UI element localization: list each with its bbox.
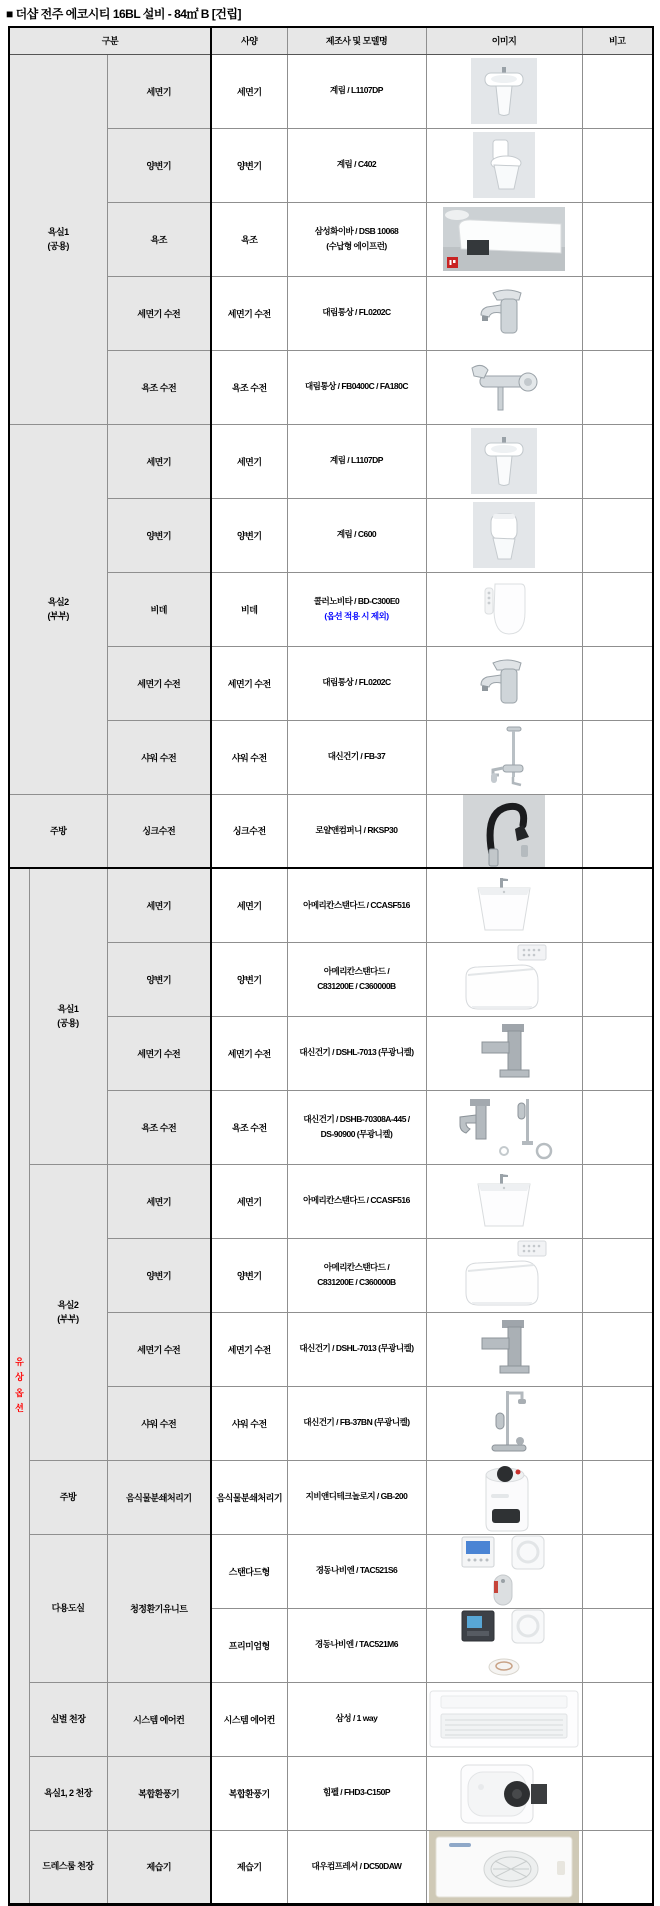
option-band-cell: 유 상 옵 션 bbox=[9, 868, 29, 1904]
model-cell: 지비앤디테크놀로지 / GB-200 bbox=[287, 1460, 426, 1534]
dehumidifier-image bbox=[427, 1831, 582, 1903]
remark-cell bbox=[582, 1534, 653, 1608]
item-cell: 세면기 bbox=[107, 868, 211, 942]
remark-cell bbox=[582, 498, 653, 572]
spec-cell: 양변기 bbox=[211, 498, 287, 572]
model-cell: 계림 / C600 bbox=[287, 498, 426, 572]
bath-faucet-set-image bbox=[427, 1093, 582, 1161]
item-cell: 싱크수전 bbox=[107, 794, 211, 868]
spec-cell: 욕조 수전 bbox=[211, 1090, 287, 1164]
model-cell: 아메리칸스탠다드 / C831200E / C360000B bbox=[287, 1238, 426, 1312]
shower-stand-image bbox=[427, 1387, 582, 1459]
remark-cell bbox=[582, 868, 653, 942]
spec-cell: 세면기 bbox=[211, 54, 287, 128]
remark-cell bbox=[582, 720, 653, 794]
spec-cell: 세면기 수전 bbox=[211, 276, 287, 350]
item-cell: 음식물분쇄처리기 bbox=[107, 1460, 211, 1534]
remark-cell bbox=[582, 646, 653, 720]
table-row bbox=[9, 54, 653, 128]
remark-cell bbox=[582, 276, 653, 350]
image-cell bbox=[426, 1830, 582, 1904]
model-cell: 아메리칸스탠다드 / CCASF516 bbox=[287, 1164, 426, 1238]
table-row bbox=[9, 1460, 653, 1534]
table-row bbox=[9, 1534, 653, 1608]
remark-cell bbox=[582, 202, 653, 276]
model-cell: 경동나비엔 / TAC521S6 bbox=[287, 1534, 426, 1608]
model-cell: 대신건기 / FB-37 bbox=[287, 720, 426, 794]
remark-cell bbox=[582, 1830, 653, 1904]
header-spec: 사양 bbox=[211, 27, 287, 54]
location-cell: 다용도실 bbox=[29, 1534, 107, 1682]
spec-cell: 세면기 bbox=[211, 868, 287, 942]
model-cell: 아메리칸스탠다드 / C831200E / C360000B bbox=[287, 942, 426, 1016]
model-cell: 대림통상 / FL0202C bbox=[287, 646, 426, 720]
remark-cell bbox=[582, 1238, 653, 1312]
header-remark: 비고 bbox=[582, 27, 653, 54]
location-cell: 욕실1, 2 천장 bbox=[29, 1756, 107, 1830]
item-cell: 세면기 bbox=[107, 54, 211, 128]
model-cell: 계림 / C402 bbox=[287, 128, 426, 202]
remark-cell bbox=[582, 128, 653, 202]
table-row bbox=[9, 1164, 653, 1238]
item-cell: 샤워 수전 bbox=[107, 720, 211, 794]
spec-cell: 샤워 수전 bbox=[211, 720, 287, 794]
image-cell bbox=[426, 868, 582, 942]
spec-cell: 제습기 bbox=[211, 1830, 287, 1904]
model-cell: 계림 / L1107DP bbox=[287, 424, 426, 498]
image-cell bbox=[426, 572, 582, 646]
vent-unit-premium-image bbox=[427, 1609, 582, 1681]
spec-cell: 세면기 bbox=[211, 424, 287, 498]
remark-cell bbox=[582, 1312, 653, 1386]
table-row bbox=[9, 424, 653, 498]
onepiece-toilet-image bbox=[427, 132, 582, 198]
model-cell: 힘펠 / FHD3-C150P bbox=[287, 1756, 426, 1830]
table-row bbox=[9, 868, 653, 942]
image-cell bbox=[426, 1016, 582, 1090]
image-cell bbox=[426, 1164, 582, 1238]
item-cell: 양변기 bbox=[107, 128, 211, 202]
location-cell: 주방 bbox=[9, 794, 107, 868]
image-cell bbox=[426, 128, 582, 202]
remark-cell bbox=[582, 1682, 653, 1756]
spec-cell: 비데 bbox=[211, 572, 287, 646]
remark-cell bbox=[582, 1164, 653, 1238]
header-category: 구분 bbox=[9, 27, 211, 54]
item-cell: 제습기 bbox=[107, 1830, 211, 1904]
table-row bbox=[9, 1682, 653, 1756]
vent-unit-standard-image bbox=[427, 1535, 582, 1607]
spec-cell: 세면기 수전 bbox=[211, 1312, 287, 1386]
remark-cell bbox=[582, 1460, 653, 1534]
table-row bbox=[9, 794, 653, 868]
item-cell: 시스템 에어컨 bbox=[107, 1682, 211, 1756]
image-cell bbox=[426, 1460, 582, 1534]
model-cell: 대신건기 / DSHL-7013 (무광니켈) bbox=[287, 1016, 426, 1090]
item-cell: 욕조 수전 bbox=[107, 1090, 211, 1164]
image-cell bbox=[426, 1608, 582, 1682]
table-row bbox=[9, 1756, 653, 1830]
item-cell: 청정환기유니트 bbox=[107, 1534, 211, 1682]
remark-cell bbox=[582, 1608, 653, 1682]
model-cell: 계림 / L1107DP bbox=[287, 54, 426, 128]
model-cell: 아메리칸스탠다드 / CCASF516 bbox=[287, 868, 426, 942]
spec-cell: 시스템 에어컨 bbox=[211, 1682, 287, 1756]
spec-table-header bbox=[9, 27, 653, 54]
spec-cell: 음식물분쇄처리기 bbox=[211, 1460, 287, 1534]
spec-cell: 샤워 수전 bbox=[211, 1386, 287, 1460]
item-cell: 세면기 bbox=[107, 1164, 211, 1238]
model-cell: 경동나비엔 / TAC521M6 bbox=[287, 1608, 426, 1682]
model-cell: 대신건기 / DSHL-7013 (무광니켈) bbox=[287, 1312, 426, 1386]
location-cell: 욕실2 (부부) bbox=[29, 1164, 107, 1460]
item-cell: 세면기 수전 bbox=[107, 1312, 211, 1386]
model-cell: 로얄앤컴퍼니 / RKSP30 bbox=[287, 794, 426, 868]
spec-cell: 스탠다드형 bbox=[211, 1534, 287, 1608]
food-waste-disposer-image bbox=[427, 1461, 582, 1533]
spec-cell: 양변기 bbox=[211, 942, 287, 1016]
spec-cell: 세면기 수전 bbox=[211, 646, 287, 720]
image-cell bbox=[426, 1682, 582, 1756]
spec-cell: 세면기 bbox=[211, 1164, 287, 1238]
ceiling-aircon-image bbox=[427, 1690, 582, 1748]
item-cell: 세면기 수전 bbox=[107, 646, 211, 720]
spec-cell: 욕조 bbox=[211, 202, 287, 276]
header-model: 제조사 및 모델명 bbox=[287, 27, 426, 54]
image-cell bbox=[426, 1312, 582, 1386]
image-cell bbox=[426, 794, 582, 868]
bidet-image bbox=[427, 578, 582, 640]
pedestal-sink-image bbox=[427, 58, 582, 124]
smart-toilet-image bbox=[427, 943, 582, 1015]
model-cell: 대우컴프레셔 / DC50DAW bbox=[287, 1830, 426, 1904]
basin-faucet-image bbox=[427, 281, 582, 345]
location-cell: 주방 bbox=[29, 1460, 107, 1534]
square-sink-image bbox=[427, 1168, 582, 1234]
model-cell: 대림통상 / FB0400C / FA180C bbox=[287, 350, 426, 424]
item-cell: 욕조 bbox=[107, 202, 211, 276]
image-cell bbox=[426, 498, 582, 572]
remark-cell bbox=[582, 794, 653, 868]
table-row bbox=[9, 1830, 653, 1904]
model-cell: 삼성화이바 / DSB 10068 (수납형 에이프런) bbox=[287, 202, 426, 276]
item-cell: 양변기 bbox=[107, 1238, 211, 1312]
remark-cell bbox=[582, 1016, 653, 1090]
item-cell: 비데 bbox=[107, 572, 211, 646]
remark-cell bbox=[582, 1386, 653, 1460]
spec-cell: 세면기 수전 bbox=[211, 1016, 287, 1090]
image-cell bbox=[426, 1090, 582, 1164]
image-cell bbox=[426, 202, 582, 276]
image-cell bbox=[426, 1238, 582, 1312]
header-image: 이미지 bbox=[426, 27, 582, 54]
spec-cell: 양변기 bbox=[211, 128, 287, 202]
model-cell: 삼성 / 1 way bbox=[287, 1682, 426, 1756]
pedestal-sink-image bbox=[427, 428, 582, 494]
spec-cell: 복합환풍기 bbox=[211, 1756, 287, 1830]
remark-cell bbox=[582, 572, 653, 646]
remark-cell bbox=[582, 942, 653, 1016]
combo-vent-fan-image bbox=[427, 1757, 582, 1829]
spec-cell: 양변기 bbox=[211, 1238, 287, 1312]
image-cell bbox=[426, 1756, 582, 1830]
item-cell: 샤워 수전 bbox=[107, 1386, 211, 1460]
image-cell bbox=[426, 350, 582, 424]
location-cell: 욕실2 (부부) bbox=[9, 424, 107, 794]
item-cell: 세면기 수전 bbox=[107, 1016, 211, 1090]
item-cell: 양변기 bbox=[107, 498, 211, 572]
image-cell bbox=[426, 646, 582, 720]
remark-cell bbox=[582, 1090, 653, 1164]
location-cell: 욕실1 (공용) bbox=[29, 868, 107, 1164]
image-cell bbox=[426, 942, 582, 1016]
image-cell bbox=[426, 720, 582, 794]
location-cell: 욕실1 (공용) bbox=[9, 54, 107, 424]
spec-table-body bbox=[9, 54, 653, 1904]
item-cell: 양변기 bbox=[107, 942, 211, 1016]
square-sink-image bbox=[427, 872, 582, 938]
spec-table bbox=[8, 26, 654, 1906]
kitchen-faucet-image bbox=[427, 795, 582, 867]
item-cell: 욕조 수전 bbox=[107, 350, 211, 424]
remark-cell bbox=[582, 350, 653, 424]
square-faucet-image bbox=[427, 1020, 582, 1086]
image-cell bbox=[426, 424, 582, 498]
item-cell: 복합환풍기 bbox=[107, 1756, 211, 1830]
square-faucet-image bbox=[427, 1316, 582, 1382]
spec-cell: 욕조 수전 bbox=[211, 350, 287, 424]
remark-cell bbox=[582, 54, 653, 128]
item-cell: 세면기 수전 bbox=[107, 276, 211, 350]
model-cell: 대신건기 / DSHB-70308A-445 / DS-90900 (무광니켈) bbox=[287, 1090, 426, 1164]
model-cell: 대림통상 / FL0202C bbox=[287, 276, 426, 350]
image-cell bbox=[426, 1534, 582, 1608]
image-cell bbox=[426, 54, 582, 128]
page-title: ■ 더샵 전주 에코시티 16BL 설비 - 84㎡ B [건립] bbox=[6, 7, 241, 21]
remark-cell bbox=[582, 424, 653, 498]
model-cell: 대신건기 / FB-37BN (무광니켈) bbox=[287, 1386, 426, 1460]
model-cell: 콜러노비타 / BD-C300E0 (옵션 적용 시 제외) bbox=[287, 572, 426, 646]
bathtub-image bbox=[427, 207, 582, 271]
remark-cell bbox=[582, 1756, 653, 1830]
item-cell: 세면기 bbox=[107, 424, 211, 498]
spec-cell: 프리미엄형 bbox=[211, 1608, 287, 1682]
basin-faucet-image bbox=[427, 651, 582, 715]
shower-column-image bbox=[427, 723, 582, 791]
location-cell: 실별 천장 bbox=[29, 1682, 107, 1756]
image-cell bbox=[426, 1386, 582, 1460]
spec-cell: 싱크수전 bbox=[211, 794, 287, 868]
bath-faucet-image bbox=[427, 358, 582, 416]
smart-toilet-image bbox=[427, 1239, 582, 1311]
smart-round-toilet-image bbox=[427, 502, 582, 568]
location-cell: 드레스룸 천장 bbox=[29, 1830, 107, 1904]
image-cell bbox=[426, 276, 582, 350]
